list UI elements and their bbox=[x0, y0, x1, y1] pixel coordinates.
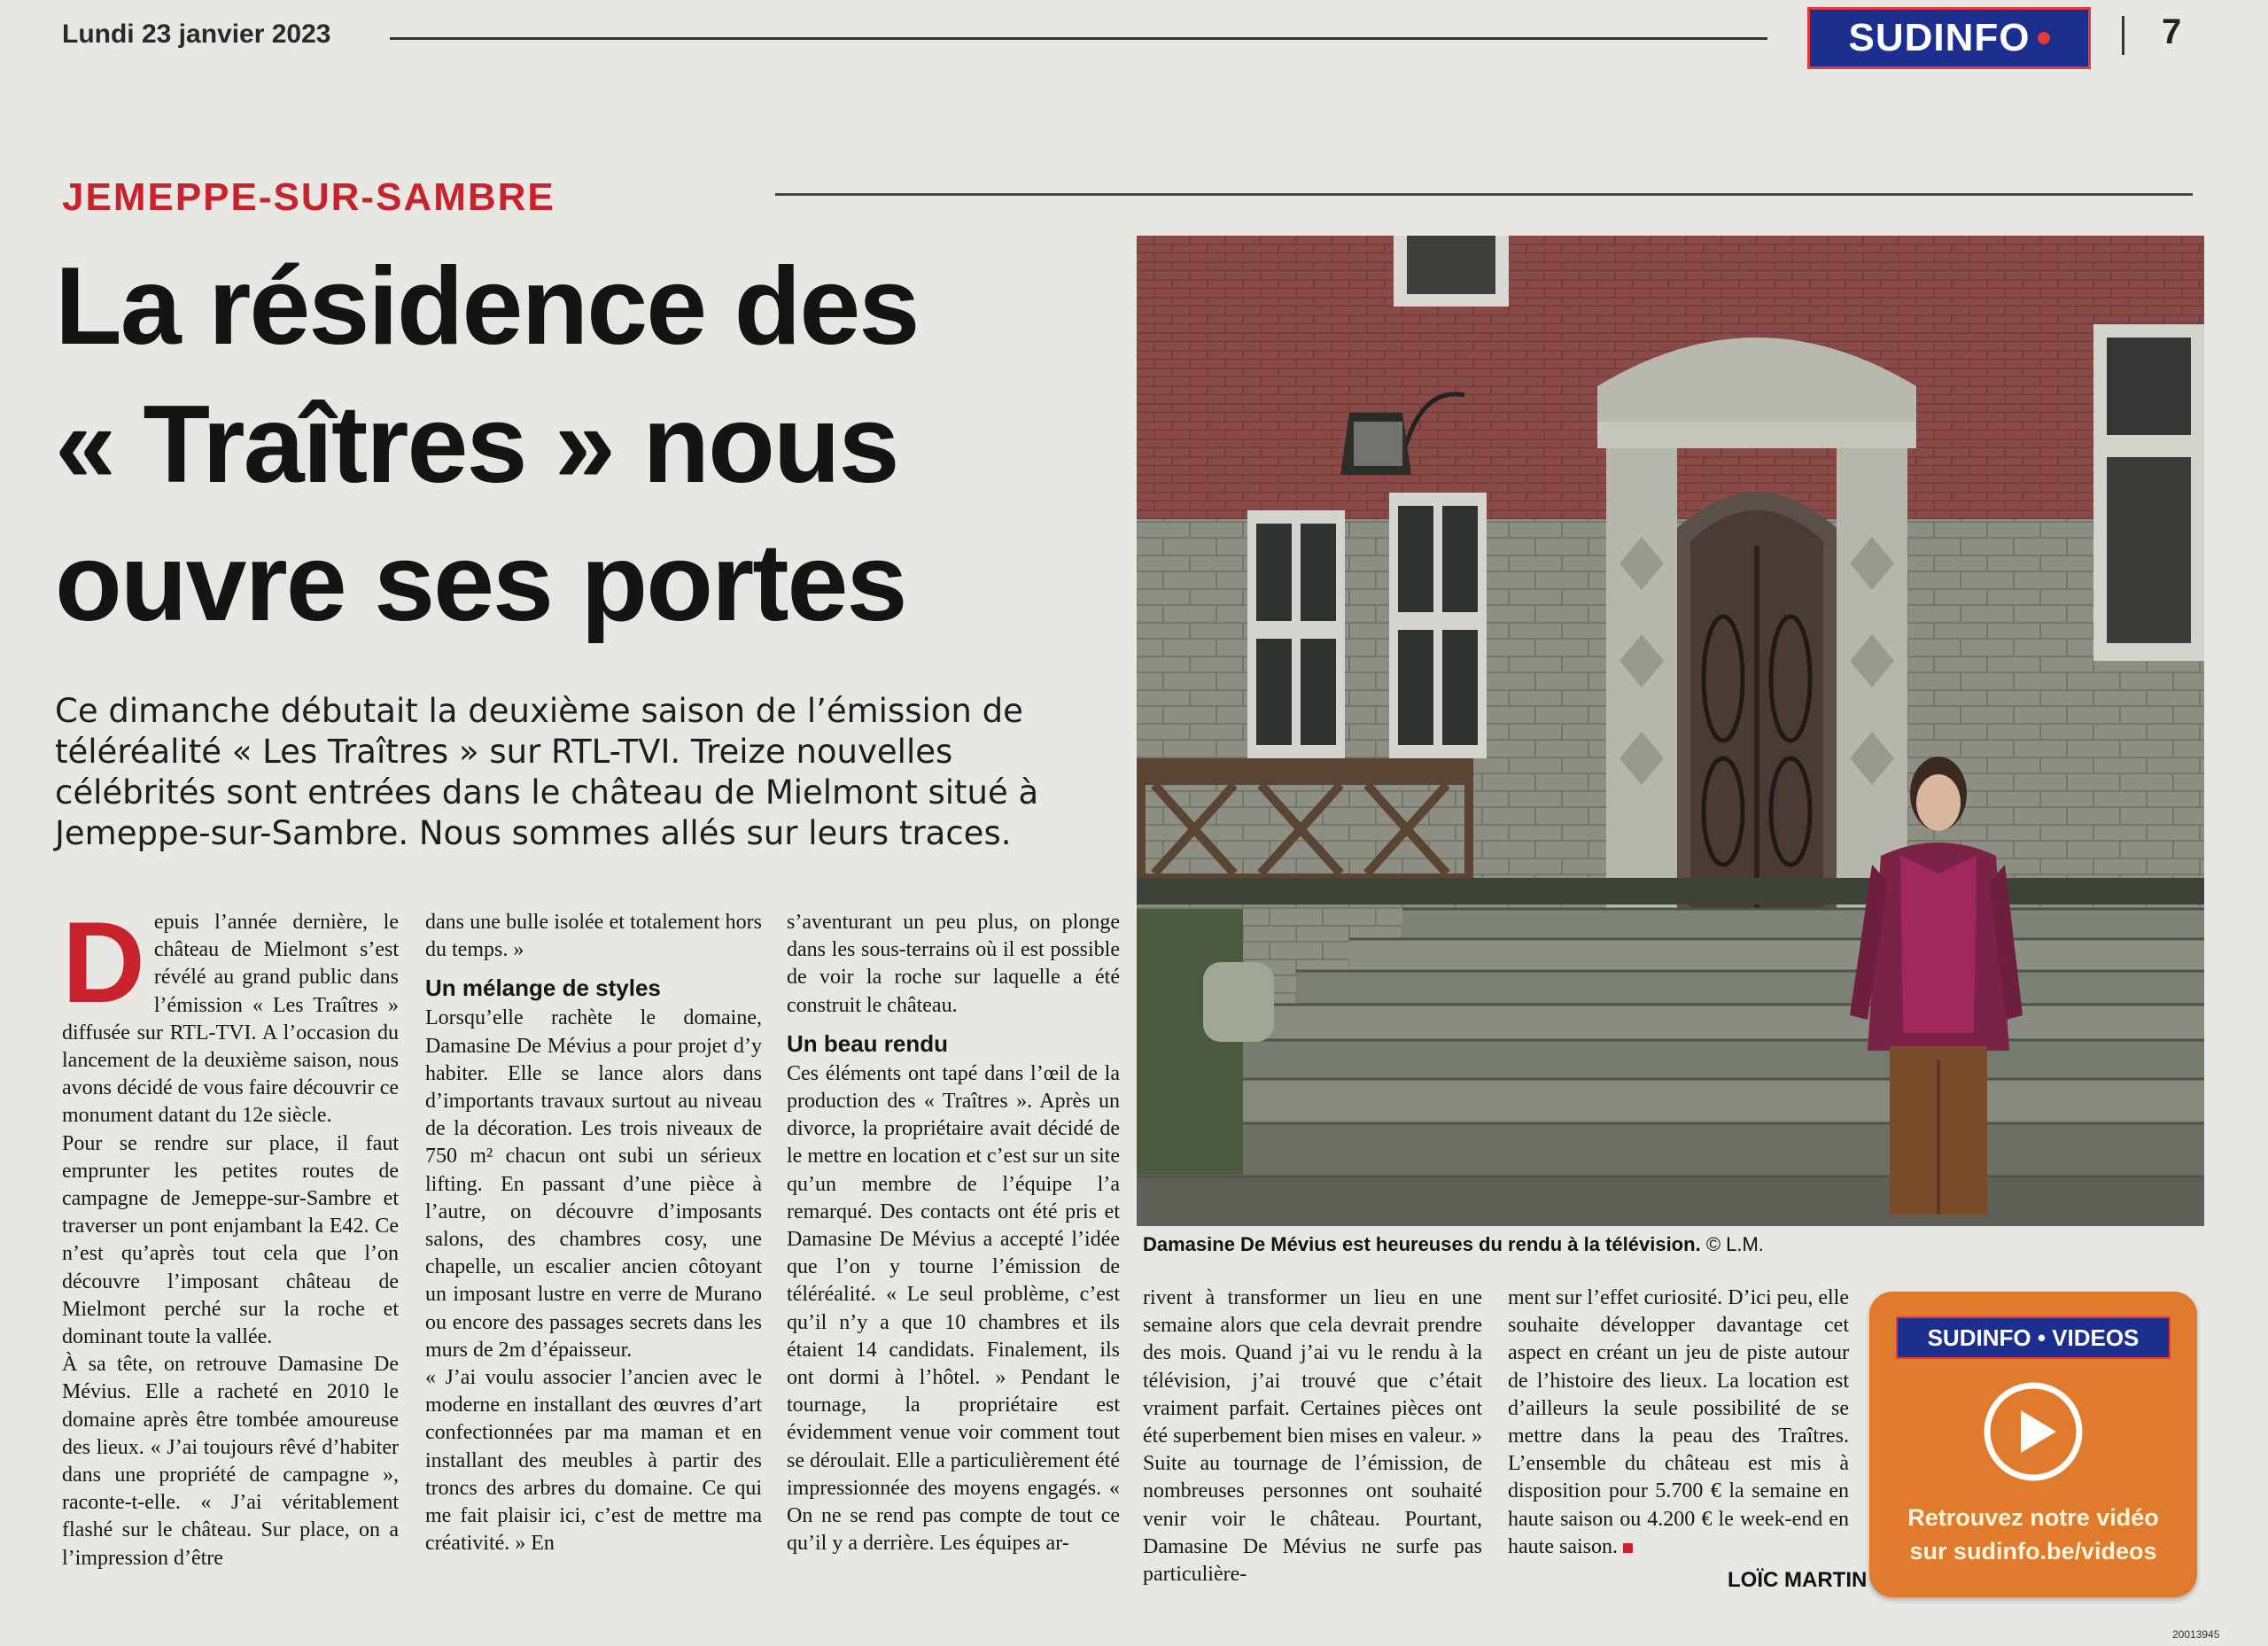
video-promo-line-1: Retrouvez notre vidéo bbox=[1907, 1504, 2159, 1531]
brand-dot-icon bbox=[2038, 32, 2050, 44]
article-column-3 bbox=[787, 909, 1120, 1557]
page-code: 20013945 bbox=[2172, 1628, 2220, 1641]
page-number: 7 bbox=[2162, 12, 2182, 51]
paragraph: epuis l’année dernière, le château de Mielmont s’est révélé au grand public dans l’émission « Les Traîtres » diffusée sur RTL-TVI. A l’occasion du lancement de la deuxième saison, nous avons décidé de vous faire découvrir ce monument datant du 12e siècle. bbox=[62, 911, 399, 1128]
drop-cap: D bbox=[62, 897, 145, 1027]
paragraph bbox=[1508, 1285, 1849, 1561]
paragraph: Pour se rendre sur place, il faut emprunter les petites routes de campagne de Jemeppe-sur-Sambre et traverser un pont enjambant la E42. Ce n’est qu’après tout cela que l’on découvre l’imposant château de Mielmont perché sur la roche et dominant toute la vallée. bbox=[62, 1131, 399, 1349]
caption-text: Damasine De Mévius est heureuses du rendu à la télévision. bbox=[1143, 1233, 1701, 1255]
brand-name: SUDINFO bbox=[1848, 16, 2031, 59]
video-promo-line-2: sur sudinfo.be/videos bbox=[1909, 1538, 2157, 1564]
paragraph: dans une bulle isolée et totalement hors du temps. » bbox=[425, 911, 762, 962]
video-promo-text[interactable] bbox=[1869, 1501, 2197, 1568]
subheading: Un beau rendu bbox=[787, 1029, 949, 1057]
headline-line-1: La résidence des bbox=[55, 245, 919, 368]
end-mark-icon bbox=[1623, 1543, 1633, 1553]
paragraph: À sa tête, on retrouve Damasine De Mévius. Elle a racheté en 2010 le domaine après être tombée amoureuse des lieux. « J’ai toujours rêvé d’habiter dans une propriété de campagne », raconte-t-elle. « J’ai véritablement flashé sur le château. Sur place, on a l’impression d’être bbox=[62, 1353, 399, 1570]
headline-line-3: ouvre ses portes bbox=[55, 522, 906, 644]
article-column-4 bbox=[1143, 1285, 1482, 1588]
paragraph: « J’ai voulu associer l’ancien avec le moderne en installant des œuvres d’art confectionnées par ma maman et en installant des meubles à partir des troncs des arbres du domaine. Ce qui me fait plaisir ici, c’est de mettre ma créativité. » En bbox=[425, 1366, 762, 1556]
headline bbox=[55, 237, 1145, 652]
header-rule bbox=[390, 37, 1767, 40]
section-kicker: JEMEPPE-SUR-SAMBRE bbox=[62, 175, 555, 219]
kicker-rule bbox=[775, 193, 2193, 196]
paragraph: Lorsqu’elle rachète le domaine, Damasine De Mévius a pour projet d’y habiter. Elle se lance alors dans d’importants travaux surtout au niveau de la décoration. Les trois niveaux de 750 m² chacun ont subi un sérieux lifting. En passant d’une pièce à l’autre, on découvre d’imposants salons, des chambres cosy, une chapelle, un escalier ancien côtoyant un imposant lustre en verre de Murano ou encore des passages secrets dans les murs de 2m d’épaisseur. bbox=[425, 1006, 762, 1362]
paragraph: Ces éléments ont tapé dans l’œil de la production des « Traîtres ». Après un divorce, la propriétaire avait décidé de le mettre en location et c’est sur un site qu’un membre de l’équipe l’a remarqué. Des contacts ont été pris et Damasine De Mévius a accepté l’idée que l’on y tourne l’émission de téléréalité. « Le seul problème, c’est qu’il n’y a que 10 chambres et ils étaient 14 candidats. Finalement, ils ont dormi à l’hôtel. » Pendant le tournage, la propriétaire est évidemment venue voir comment tout se déroulait. Elle a particulièrement été impressionnée des moyens engagés. « On ne se rend pas compte de tout ce qu’il y a derrière. Les équipes ar- bbox=[787, 1061, 1120, 1556]
paragraph: s’aventurant un peu plus, on plonge dans les sous-terrains où il est possible de voir la roche sur laquelle a été construit le château. bbox=[787, 911, 1120, 1017]
photo-credit: © L.M. bbox=[1705, 1233, 1764, 1255]
article-column-2 bbox=[425, 909, 762, 1557]
header-separator bbox=[2122, 16, 2124, 55]
issue-date: Lundi 23 janvier 2023 bbox=[62, 19, 331, 49]
paragraph-text: ment sur l’effet curiosité. D’ici peu, elle souhaite développer davantage cet aspect en créant un jeu de piste autour de l’histoire des lieux. La location est d’ailleurs la seule possibilité de se mettre dans la peau des Traîtres. L’ensemble du château est mis à disposition pour 5.700 € la semaine en haute saison ou 4.200 € le week-end en haute saison. bbox=[1508, 1286, 1849, 1558]
chateau-photo bbox=[1137, 236, 2204, 1226]
article-column-5 bbox=[1508, 1285, 1849, 1561]
photo-caption bbox=[1143, 1233, 1764, 1256]
video-promo-label: SUDINFO • VIDEOS bbox=[1896, 1316, 2171, 1359]
article-column-1 bbox=[62, 897, 399, 1572]
video-promo-box[interactable] bbox=[1869, 1292, 2197, 1597]
headline-line-2: « Traîtres » nous bbox=[55, 384, 898, 506]
paragraph: rivent à transformer un lieu en une semaine alors que cela devrait prendre des mois. Quand j’ai vu le rendu à la télévision, j’ai trouvé que c’était vraiment parfait. Certaines pièces ont été superbement bien mises en valeur. » Suite au tournage de l’émission, de nombreuses personnes ont souhaité venir voir le château. Pourtant, Damasine De Mévius ne surfe pas particulière- bbox=[1143, 1286, 1482, 1587]
brand-logo bbox=[1807, 7, 2091, 69]
author-byline: LOÏC MARTIN bbox=[1728, 1568, 1868, 1592]
subheading: Un mélange de styles bbox=[425, 974, 661, 1002]
play-icon[interactable] bbox=[1982, 1380, 2085, 1483]
lead-paragraph: Ce dimanche débutait la deuxième saison de l’émission de téléréalité « Les Traîtres » sur RTL-TVI. Treize nouvelles célébrités sont entrées dans le château de Mielmont situé à Jemeppe-sur-Sambre. Nous sommes allés sur leurs traces. bbox=[55, 692, 1039, 852]
